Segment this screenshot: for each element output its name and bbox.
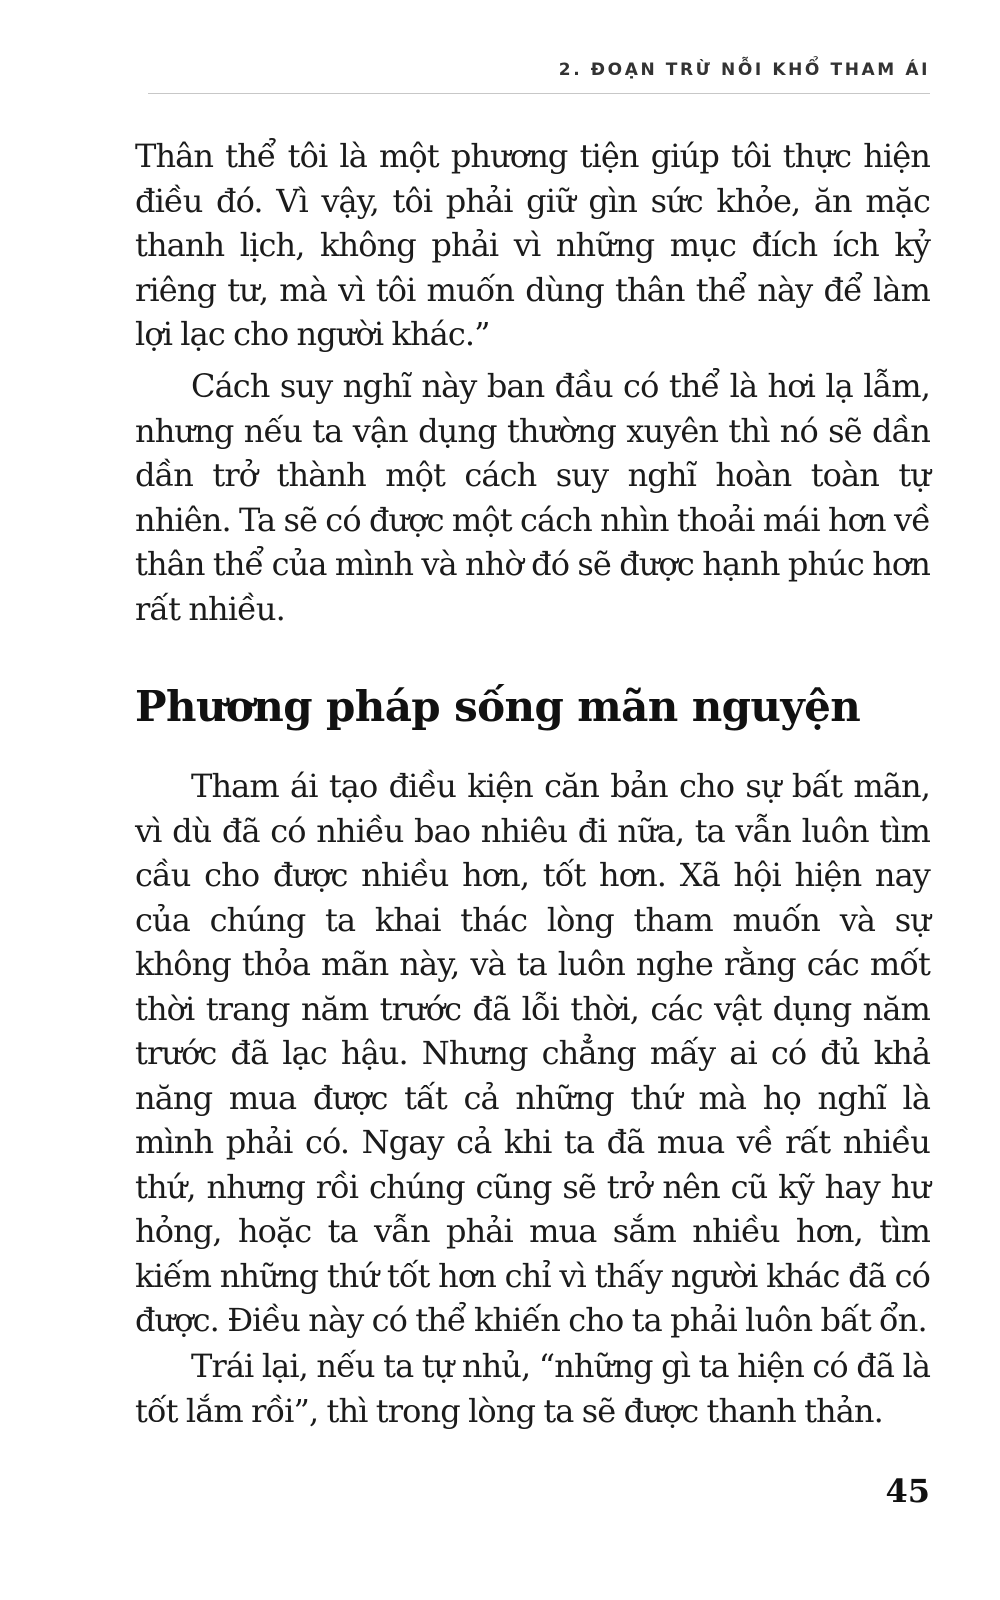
- header-divider: [148, 93, 930, 94]
- paragraph-body-text: Cách suy nghĩ này ban đầu có thể là hơi lạ lẫm, nhưng nếu ta vận dụng thường xuyên thì nó sẽ dần dần trở thành một cách suy nghĩ hoàn toàn tự nhiên. Ta sẽ có được một cách nhìn thoải mái hơn về thân thể của mình và nhờ đó sẽ được hạnh phúc hơn rất nhiều.: [135, 367, 930, 628]
- paragraph-body-text: Tham ái tạo điều kiện căn bản cho sự bất mãn, vì dù đã có nhiều bao nhiêu đi nữa, ta vẫn luôn tìm cầu cho được nhiều hơn, tốt hơn. Xã hội hiện nay của chúng ta khai thác lòng tham muốn và sự không thỏa mãn này, và ta luôn nghe rằng các mốt thời trang năm trước đã lỗi thời, các vật dụng năm trước đã lạc hậu. Nhưng chẳng mấy ai có đủ khả năng mua được tất cả những thứ mà họ nghĩ là mình phải có. Ngay cả khi ta đã mua về rất nhiều thứ, nhưng rồi chúng cũng sẽ trở nên cũ kỹ hay hư hỏng, hoặc ta vẫn phải mua sắm nhiều hơn, tìm kiếm những thứ tốt hơn chỉ vì thấy người khác đã có được. Điều này có thể khiến cho ta phải luôn bất ổn.: [135, 767, 930, 1339]
- paragraph-body-text: Trái lại, nếu ta tự nhủ, “những gì ta hiện có đã là tốt lắm rồi”, thì trong lòng ta sẽ được thanh thản.: [135, 1347, 930, 1430]
- section-heading: Phương pháp sống mãn nguyện: [135, 682, 861, 731]
- running-header: 2. ĐOẠN TRỪ NỖI KHỔ THAM ÁI: [558, 60, 930, 80]
- page-number: 45: [885, 1472, 930, 1510]
- paragraph-body-text: Thân thể tôi là một phương tiện giúp tôi thực hiện điều đó. Vì vậy, tôi phải giữ gìn sức khỏe, ăn mặc thanh lịch, không phải vì những mục đích ích kỷ riêng tư, mà vì tôi muốn dùng thân thể này để làm lợi lạc cho người khác.”: [135, 137, 930, 353]
